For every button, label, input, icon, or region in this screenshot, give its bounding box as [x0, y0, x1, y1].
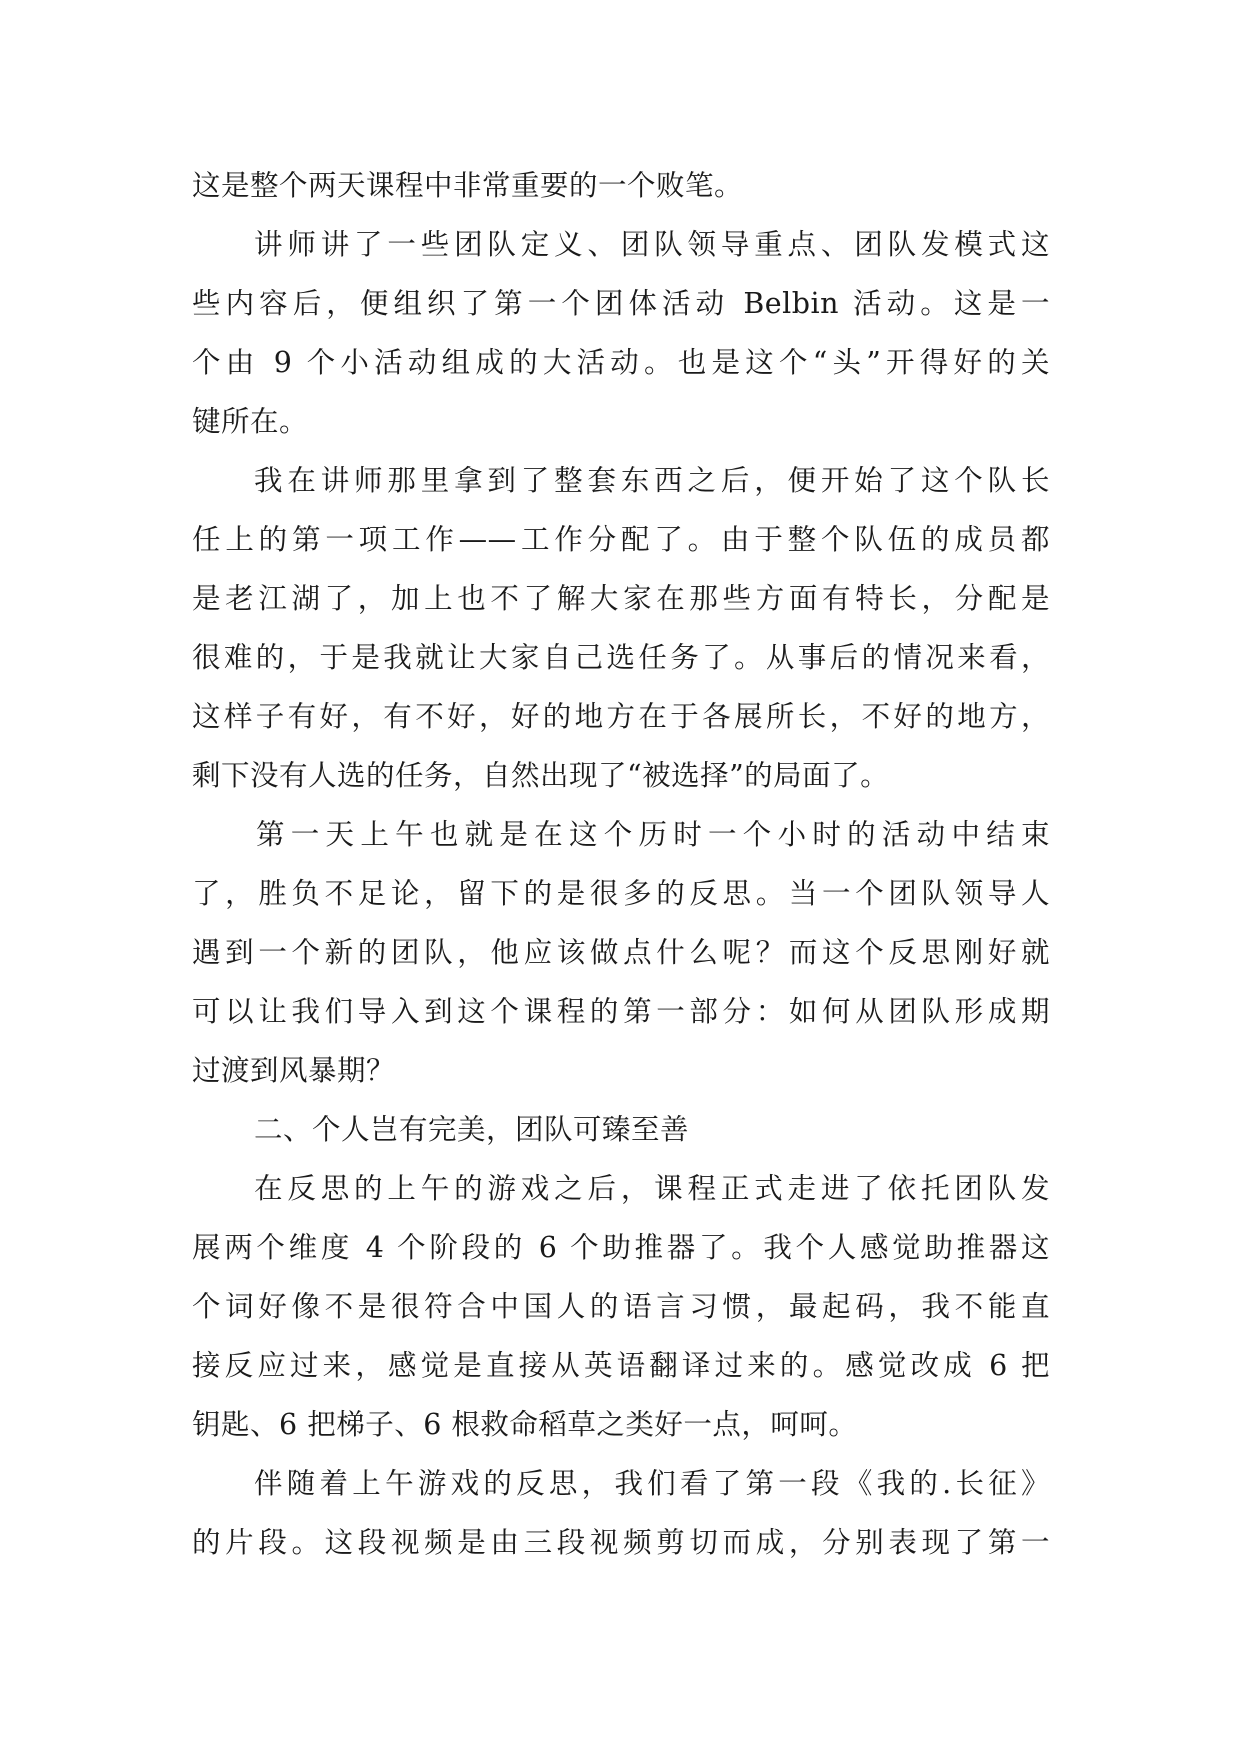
text-line: 钥匙、6 把梯子、6 根救命稻草之类好一点，呵呵。: [192, 1408, 858, 1441]
text-line: 的片段。这段视频是由三段视频剪切而成，分别表现了第一: [192, 1526, 1050, 1559]
text-line: 接反应过来，感觉是直接从英语翻译过来的。感觉改成 6 把: [192, 1349, 1050, 1382]
text-line: 这是整个两天课程中非常重要的一个败笔。: [192, 169, 744, 202]
text-line: 伴随着上午游戏的反思，我们看了第一段《我的.长征》: [254, 1467, 1050, 1500]
text-line: 个词好像不是很符合中国人的语言习惯，最起码，我不能直: [192, 1290, 1050, 1323]
text-line: 可以让我们导入到这个课程的第一部分：如何从团队形成期: [192, 995, 1050, 1028]
text-line: 很难的，于是我就让大家自己选任务了。从事后的情况来看，: [192, 641, 1050, 674]
text-line: 键所在。: [192, 405, 309, 438]
document-body: [192, 156, 1050, 1572]
text-line: 我在讲师那里拿到了整套东西之后，便开始了这个队长: [254, 464, 1050, 497]
text-line: 了，胜负不足论，留下的是很多的反思。当一个团队领导人: [192, 877, 1050, 910]
text-line: 剩下没有人选的任务，自然出现了“被选择”的局面了。: [192, 759, 890, 792]
text-line: 展两个维度 4 个阶段的 6 个助推器了。我个人感觉助推器这: [192, 1231, 1050, 1264]
text-line: 过渡到风暴期？: [192, 1054, 396, 1087]
text-line: 在反思的上午的游戏之后，课程正式走进了依托团队发: [254, 1172, 1050, 1205]
text-line: 些内容后，便组织了第一个团体活动 Belbin 活动。这是一: [192, 287, 1050, 320]
text-line: 讲师讲了一些团队定义、团队领导重点、团队发模式这: [254, 228, 1050, 261]
text-line: 遇到一个新的团队，他应该做点什么呢？而这个反思刚好就: [192, 936, 1050, 969]
text-line: 个由 9 个小活动组成的大活动。也是这个“头”开得好的关: [192, 346, 1050, 379]
text-line: 是老江湖了，加上也不了解大家在那些方面有特长，分配是: [192, 582, 1050, 615]
section-heading: 二、个人岂有完美，团队可臻至善: [254, 1113, 690, 1146]
text-line: 这样子有好，有不好，好的地方在于各展所长，不好的地方，: [192, 700, 1050, 733]
text-line: 任上的第一项工作——工作分配了。由于整个队伍的成员都: [192, 523, 1050, 556]
text-line: 第一天上午也就是在这个历时一个小时的活动中结束: [256, 818, 1050, 851]
